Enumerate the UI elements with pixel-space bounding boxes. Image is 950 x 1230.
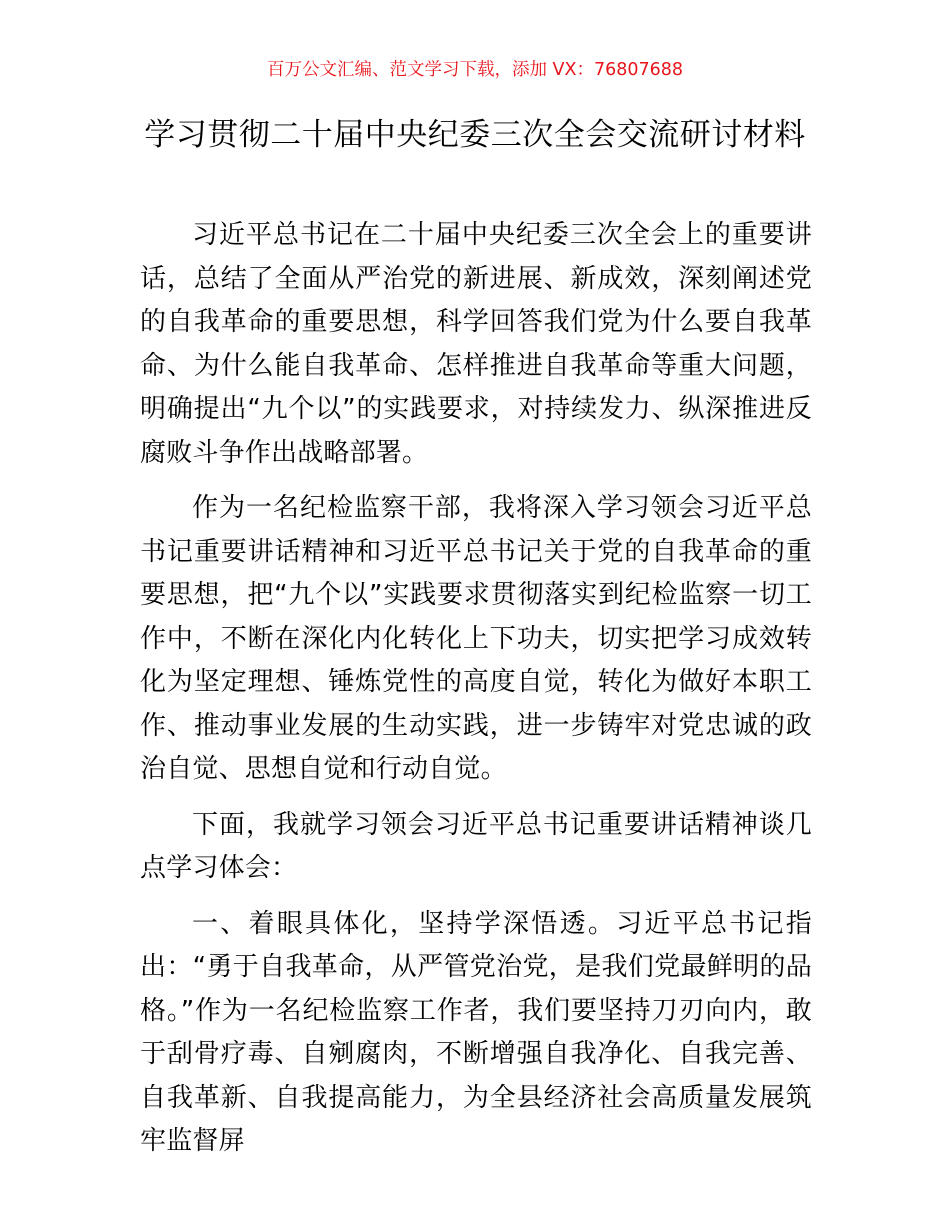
watermark-banner: 百万公文汇编、范文学习下载，添加 VX：76807688 bbox=[266, 60, 684, 80]
paragraph-intro: 习近平总书记在二十届中央纪委三次全会上的重要讲话，总结了全面从严治党的新进展、新成效，深刻阐述党的自我革命的重要思想，科学回答我们党为什么要自我革命、为什么能自我革命、怎样推进自我革命等重大问题，明确提出“九个以”的实践要求，对持续发力、纵深推进反腐败斗争作出战略部署。 bbox=[140, 220, 812, 468]
paragraph-transition: 下面，我就学习领会习近平总书记重要讲话精神谈几点学习体会： bbox=[140, 809, 812, 883]
paragraph-commitment: 作为一名纪检监察干部，我将深入学习领会习近平总书记重要讲话精神和习近平总书记关于党的自我革命的重要思想，把“九个以”实践要求贯彻落实到纪检监察一切工作中，不断在深化内化转化上下功夫，切实把学习成效转化为坚定理想、锤炼党性的高度自觉，转化为做好本职工作、推动事业发展的生动实践，进一步铸牢对党忠诚的政治自觉、思想自觉和行动自觉。 bbox=[140, 493, 812, 784]
paragraph-section-one: 一、着眼具体化，坚持学深悟透。习近平总书记指出：“勇于自我革命，从严管党治党，是我们党最鲜明的品格。”作为一名纪检监察工作者，我们要坚持刀刃向内，敢于刮骨疗毒、自剜腐肉，不断增强自我净化、自我完善、自我革新、自我提高能力，为全县经济社会高质量发展筑牢监督屏 bbox=[140, 908, 812, 1156]
document-title: 学习贯彻二十届中央纪委三次全会交流研讨材料 bbox=[144, 117, 806, 153]
document-body bbox=[140, 214, 812, 1176]
